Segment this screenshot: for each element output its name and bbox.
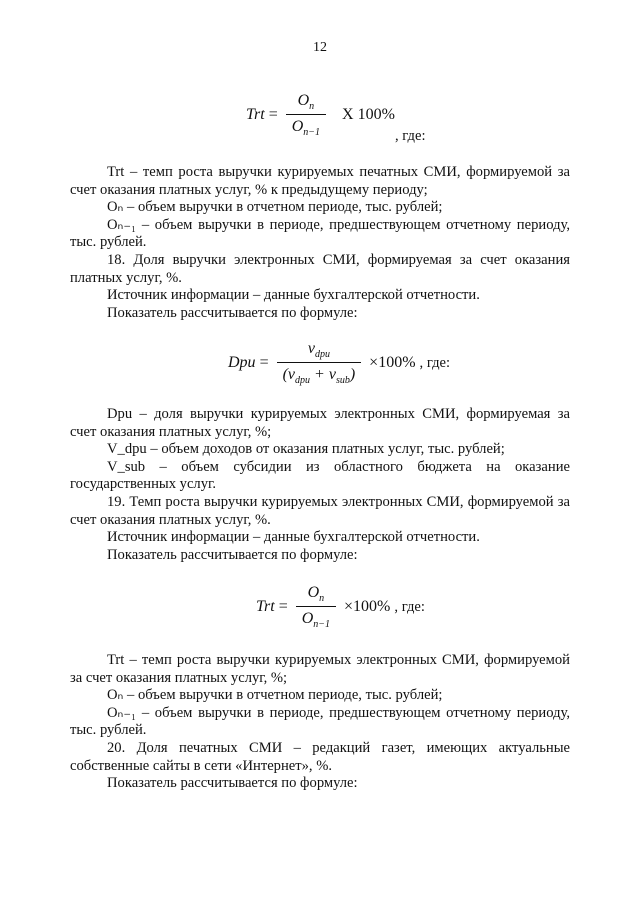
formula-multiplier: ×100% bbox=[344, 597, 391, 615]
text-block-3 bbox=[70, 652, 570, 793]
paragraph: Показатель рассчитывается по формуле: bbox=[107, 546, 358, 563]
formula-dpu bbox=[228, 340, 450, 386]
formula-lhs: Dpu bbox=[228, 353, 256, 371]
paragraph: Oₙ₋₁ – объем выручки в периоде, предшествующем отчетному периоду, тыс. рублей. bbox=[70, 216, 570, 251]
formula-suffix: , где: bbox=[419, 354, 451, 371]
paragraph: Источник информации – данные бухгалтерской отчетности. bbox=[107, 529, 480, 546]
paragraph: 20. Доля печатных СМИ – редакций газет, имеющих актуальные собственные сайты в сети «Интернет», %. bbox=[70, 739, 570, 774]
paragraph: 19. Темп роста выручки курируемых электронных СМИ, формируемой за счет оказания платных услуг, %. bbox=[70, 493, 570, 528]
paragraph: Oₙ₋₁ – объем выручки в периоде, предшествующем отчетному периоду, тыс. рублей. bbox=[70, 704, 570, 739]
page-number: 12 bbox=[313, 40, 327, 55]
paragraph: V_sub – объем субсидии из областного бюджета на оказание государственных услуг. bbox=[70, 458, 570, 493]
formula-trt-print bbox=[246, 92, 395, 138]
paragraph: Oₙ – объем выручки в отчетном периоде, тыс. рублей; bbox=[107, 199, 443, 216]
formula-suffix: , где: bbox=[395, 128, 426, 144]
paragraph: V_dpu – объем доходов от оказания платных услуг, тыс. рублей; bbox=[107, 441, 505, 458]
text-block-1 bbox=[70, 164, 570, 322]
paragraph: Показатель рассчитывается по формуле: bbox=[107, 304, 358, 321]
formula-eq: = bbox=[268, 105, 278, 123]
text-block-2 bbox=[70, 406, 570, 564]
formula-eq: = bbox=[259, 353, 269, 371]
formula-lhs: Trt bbox=[246, 105, 265, 123]
formula-fraction: $\frac{O_n}{O_{n-1}}$ bbox=[286, 92, 326, 138]
formula-multiplier: X 100% bbox=[342, 105, 395, 123]
paragraph: Trt – темп роста выручки курируемых электронных СМИ, формируемой за счет оказания платных услуг, %; bbox=[70, 652, 570, 686]
paragraph: Oₙ – объем выручки в отчетном периоде, тыс. рублей; bbox=[107, 687, 443, 704]
formula-trt-electronic bbox=[256, 584, 425, 630]
formula-lhs: Trt bbox=[256, 597, 275, 615]
paragraph: Показатель рассчитывается по формуле: bbox=[107, 775, 358, 792]
paragraph: Источник информации – данные бухгалтерской отчетности. bbox=[107, 287, 480, 304]
formula-eq: = bbox=[278, 597, 288, 615]
paragraph: Trt – темп роста выручки курируемых печатных СМИ, формируемой за счет оказания платных услуг, % к предыдущему периоду; bbox=[70, 164, 570, 198]
paragraph: Dpu – доля выручки курируемых электронных СМИ, формируемая за счет оказания платных услуг, %; bbox=[70, 406, 570, 440]
formula-multiplier: ×100% bbox=[369, 353, 416, 371]
paragraph: 18. Доля выручки электронных СМИ, формируемая за счет оказания платных услуг, %. bbox=[70, 251, 570, 286]
formula-fraction: $\frac{O_n}{O_{n-1}}$ bbox=[296, 584, 336, 630]
formula-suffix: , где: bbox=[394, 598, 425, 615]
formula-fraction: $\frac{v_{dpu}}{(v_{dpu} + v_{sub})}$ bbox=[277, 340, 362, 386]
